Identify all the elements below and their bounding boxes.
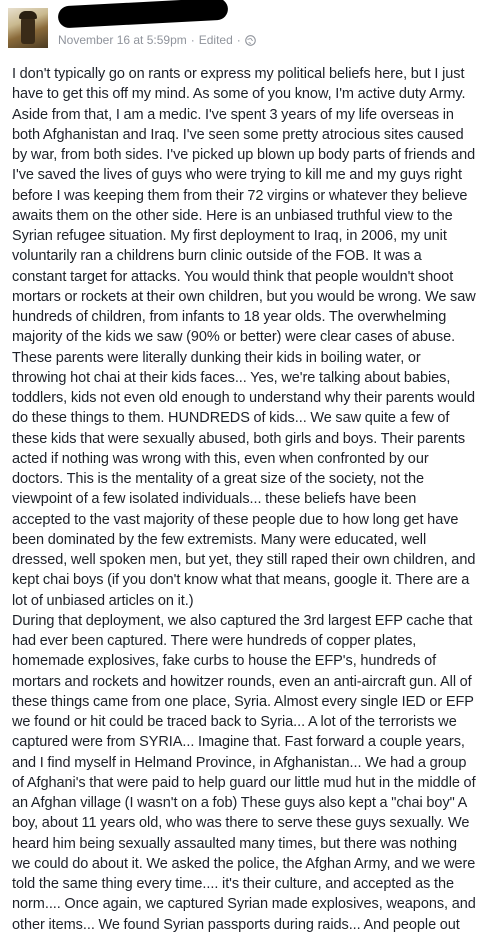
post-timestamp[interactable]: November 16 at 5:59pm (58, 33, 187, 47)
post-body-text: I don't typically go on rants or express my political beliefs here, but I just have to get this off my mind. As some of you know, I'm active duty Army. Aside from that, I am a medic. I've spent 3 years of my life overseas in both Afghanistan and Iraq. I've seen some pretty atrocious sites caused by war, from both sides. I've picked up blown up body parts of friends and I've saved the lives of guys who were trying to kill me and my guys right before I was keeping them from their 72 virgins or whatever they believe awaits them on the other side. Here is an unbiased truthful view to the Syrian refugee situation. My first deployment to Iraq, in 2006, my unit voluntarily ran a childrens burn clinic outside of the FOB. It was a constant target for attacks. You would think that people wouldn't shoot mortars or rockets at their own children, but you would be wrong. We saw hundreds of children, from infants to 18 year olds. The overwhelming majority of the kids we saw (90% or better) were clear cases of abuse. These parents were literally dunking their kids in boiling water, or throwing hot chai at their kids faces... Yes, we're talking about babies, toddlers, kids not even old enough to understand why their parents would do these things to them. HUNDREDS of kids... We saw quite a few of these kids that were sexually abused, both girls and boys. Their parents acted if nothing was wrong with this, even when confronted by our doctors. This is the mentality of a great size of the society, not the viewpoint of a few isolated individuals... these beliefs have been accepted to the vast majority of these people due to how long get have been dominated by the few extremists. Many were educated, well dressed, well spoken men, but yet, they still raped their own children, and kept chai boys (if you don't know what that means, google it. There are a lot of unbiased articles on it.) During that deployment, we also captured the 3rd largest EFP cache that had ever been captured. There were hundreds of copper plates, homemade explosives, fake curbs to house the EFP's, hundreds of mortars and rockets and howitzer rounds, even an anti-aircraft gun. All of these things came from one place, Syria. Almost every single IED or EFP we found or hit could be traced back to Syria... A lot of the terrorists we captured were from SYRIA... Imagine that. Fast forward a couple years, and I find myself in Helmand Province, in Afghanistan... We had a group of Afghani's that were paid to help guard our little mud hut in the middle of an Afghan village (I wasn't on a fob) These guys also kept a "chai boy" A boy, about 11 years old, who was there to serve these guys sexually. We heard him being sexually assaulted many times, but there was nothing we could do about it. We asked the police, the Afghan Army, and we were told the same thing every time.... it's their culture, and accepted as the norm.... Once again, we captured Syrian made explosives, weapons, and other items... We found Syrian passports during raids... And people out (12, 66, 476, 933)
redacted-author-name (58, 0, 229, 28)
meta-separator: · (236, 33, 241, 47)
avatar-hat (19, 11, 37, 19)
globe-icon[interactable] (245, 35, 256, 46)
edited-label[interactable]: Edited (198, 33, 233, 47)
post-meta (58, 33, 256, 47)
post-header (0, 0, 486, 60)
avatar[interactable] (8, 8, 48, 48)
meta-separator: · (190, 33, 195, 47)
